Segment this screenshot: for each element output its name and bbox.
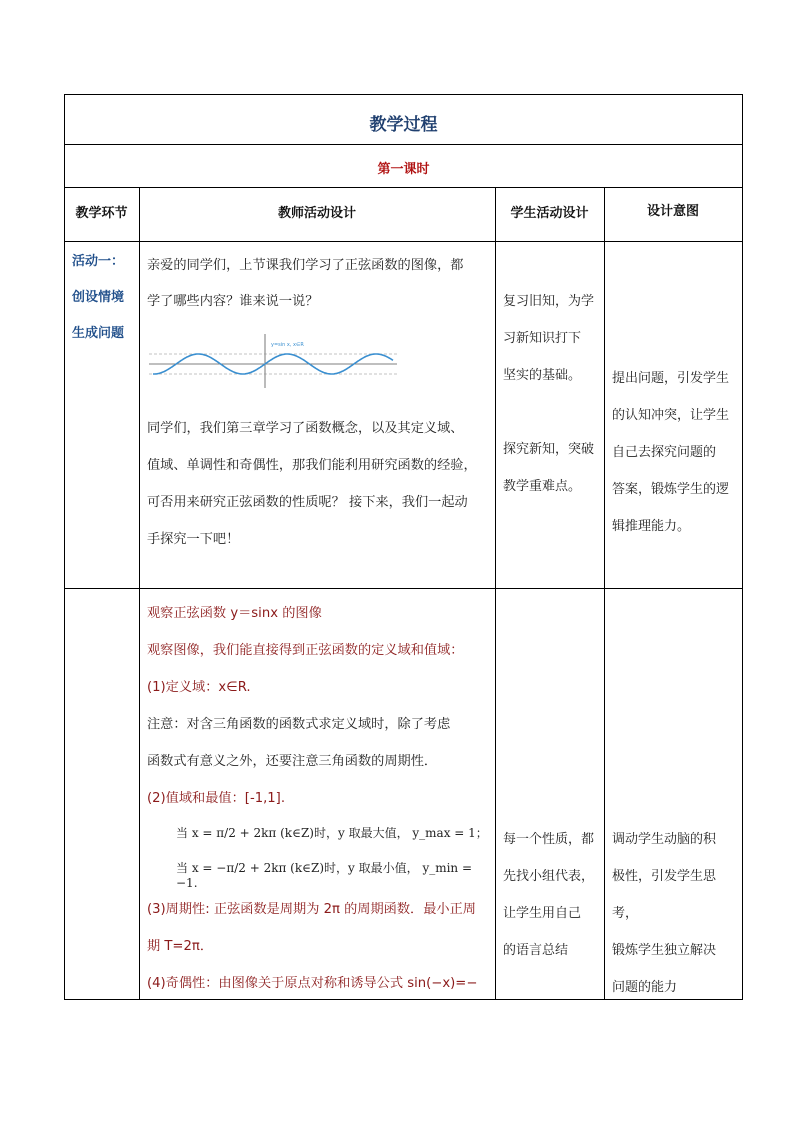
graph-label: y=sin x, x∈R	[271, 342, 304, 348]
teacher-line: (4)奇偶性：由图像关于原点对称和诱导公式 sin(−x)=−	[147, 976, 478, 991]
rule-title	[64, 144, 743, 145]
teacher-properties-cont	[147, 891, 492, 1002]
intent-line: 辑推理能力。	[612, 519, 691, 534]
design-intent-row2	[612, 821, 740, 1006]
intent-line: 自己去探究问题的	[612, 445, 717, 460]
intent-line: 极性，引发学生思考，	[612, 869, 717, 921]
header-student: 学生活动设计	[510, 206, 589, 221]
rule-header	[64, 241, 743, 242]
col-divider-3	[604, 187, 605, 1000]
intent-line: 的认知冲突，让学生	[612, 408, 730, 423]
student-line: 先找小组代表，	[503, 869, 595, 884]
stage-line: 生成问题	[72, 326, 125, 341]
header-stage: 教学环节	[75, 206, 128, 221]
teacher-line: 手探究一下吧！	[147, 532, 240, 547]
student-line: 让学生用自己	[503, 906, 582, 921]
header-intent: 设计意图	[646, 204, 699, 219]
page-title: 教学过程	[369, 115, 438, 135]
student-line: 坚实的基础。	[503, 368, 582, 383]
table-border-right	[742, 94, 743, 1000]
stage-line: 创设情境	[72, 290, 125, 305]
student-line: 教学重难点。	[503, 479, 582, 494]
formula-min: 当 x = −π/2 + 2kπ (k∈Z)时，y 取最小值， y_min = −1.	[176, 861, 473, 890]
student-line	[503, 394, 603, 431]
teacher-line: 可否用来研究正弦函数的性质呢？ 接下来，我们一起动	[147, 495, 468, 510]
student-line: 的语言总结	[503, 943, 569, 958]
student-line: 习新知识打下	[503, 331, 582, 346]
teacher-line: 期 T=2π．	[147, 939, 214, 954]
stage-line: 活动一：	[72, 254, 125, 269]
table-border-top	[64, 94, 743, 95]
teacher-line: (3)周期性: 正弦函数是周期为 2π 的周期函数．最小正周	[147, 902, 476, 917]
table-border-left	[64, 94, 65, 1000]
teacher-line: (2)值域和最值：[-1,1].	[147, 791, 286, 806]
intent-line: 提出问题，引发学生	[612, 371, 730, 386]
teacher-line: 观察正弦函数 y＝sinx 的图像	[147, 606, 322, 621]
col-divider-2	[495, 187, 496, 1000]
teacher-line: 学了哪些内容？谁来说一说？	[147, 294, 319, 309]
intent-line: 问题的能力	[612, 980, 678, 995]
sine-graph-image	[149, 332, 399, 390]
rule-subtitle	[64, 187, 743, 188]
teacher-line: 观察图像，我们能直接得到正弦函数的定义域和值域：	[147, 643, 464, 658]
lesson-table	[64, 94, 743, 1000]
student-line: 复习旧知，为学	[503, 294, 595, 309]
teacher-line: 同学们，我们第三章学习了函数概念，以及其定义域、	[147, 421, 464, 436]
col-divider-1	[139, 187, 140, 1000]
intent-line: 锻炼学生独立解决	[612, 943, 717, 958]
teacher-line: 函数式有意义之外，还要注意三角函数的周期性．	[147, 754, 438, 769]
student-line: 探究新知，突破	[503, 442, 595, 457]
student-line: 每一个性质，都	[503, 832, 595, 847]
student-activity-row2	[503, 821, 603, 969]
student-activity-row1	[503, 283, 603, 505]
rule-row1	[64, 588, 743, 589]
teacher-properties	[147, 595, 492, 817]
teacher-line: (1)定义域：x∈R.	[147, 680, 251, 695]
stage-activity-one	[72, 244, 124, 352]
intent-line: 答案，锻炼学生的逻	[612, 482, 730, 497]
design-intent-row1	[612, 360, 740, 545]
lesson-subtitle: 第一课时	[377, 162, 430, 177]
teacher-line: 亲爱的同学们，上节课我们学习了正弦函数的图像，都	[147, 258, 464, 273]
teacher-intro	[147, 248, 492, 320]
teacher-transition	[147, 410, 492, 558]
header-teacher: 教师活动设计	[277, 206, 356, 221]
intent-line: 调动学生动脑的积	[612, 832, 717, 847]
formula-max: 当 x = π/2 + 2kπ (k∈Z)时，y 取最大值， y_max = 1；	[176, 826, 488, 840]
teacher-line: 注意：对含三角函数的函数式求定义域时，除了考虑	[147, 717, 451, 732]
teacher-line: 值域、单调性和奇偶性，那我们能利用研究函数的经验，	[147, 458, 477, 473]
